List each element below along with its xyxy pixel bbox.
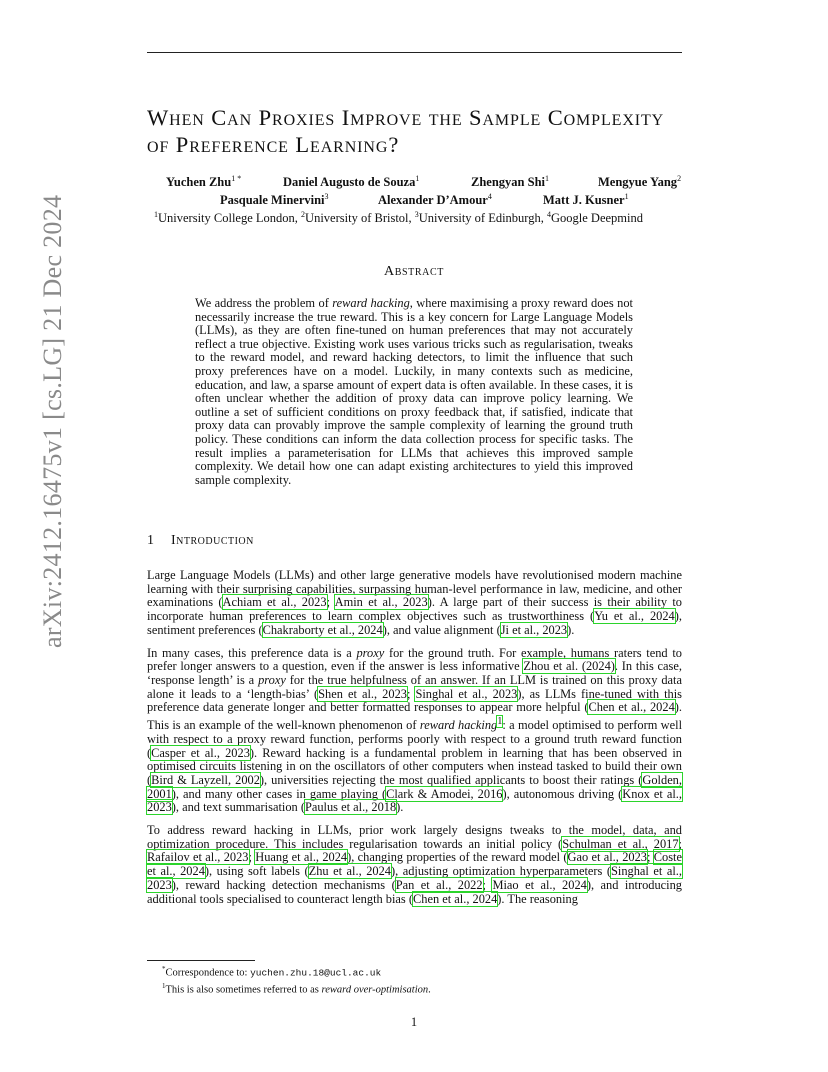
footnotes	[162, 963, 431, 997]
citation-link[interactable]: Schulman et al., 2017	[562, 836, 679, 851]
citation-link[interactable]: Yu et al., 2024	[594, 609, 675, 624]
footnote: $^1$This is also sometimes referred to as reward over-optimisation.	[162, 982, 431, 996]
citation-link[interactable]: Golden, 2001	[147, 772, 682, 801]
citation-link[interactable]: Coste et al., 2024	[147, 850, 682, 879]
paper-title: When Can Proxies Improve the Sample Complexity of Preference Learning?	[147, 105, 665, 157]
citation-link[interactable]: Casper et al., 2023	[151, 745, 250, 760]
author: Matt J. Kusner$^1$	[543, 192, 629, 208]
citation-link[interactable]: Miao et al., 2024	[492, 877, 587, 892]
author: Yuchen Zhu$^{1 *}$	[166, 174, 242, 190]
citation-link[interactable]: Rafailov et al., 2023	[147, 850, 249, 865]
paragraph: Large Language Models (LLMs) and other large generative models have revolutionised modern machine learning with their surprising capabilities, surpassing human-level performance in law, medicine, and other examinations (Achiam et al., 2023; Amin et al., 2023). A large part of their success is their ability to incorporate human preferences to learn complex objectives such as trustworthiness (Yu et al., 2024), sentiment preferences (Chakraborty et al., 2024), and value alignment (Ji et al., 2023).	[147, 568, 682, 637]
author: Mengyue Yang$^2$	[598, 174, 682, 190]
affiliations: $^1$University College London, $^2$University of Bristol, $^3$University of Edinburgh, $^4$Google Deepmind	[154, 210, 643, 226]
footnote-link[interactable]: 1	[497, 716, 503, 728]
citation-link[interactable]: Singhal et al., 2023	[147, 864, 682, 892]
author: Zhengyan Shi$^1$	[471, 174, 549, 190]
footnote-rule	[147, 960, 255, 961]
page-number: 1	[410, 1015, 418, 1029]
citation-link[interactable]: Chen et al., 2024	[412, 891, 498, 906]
citation-link[interactable]: Paulus et al., 2018	[304, 800, 397, 815]
citation-link[interactable]: Gao et al., 2023	[567, 850, 647, 865]
introduction-body	[147, 569, 682, 915]
section-heading: 1 Introduction	[147, 533, 254, 548]
abstract-body: We address the problem of reward hacking, where maximising a proxy reward does not necessarily increase the true reward. This is a key concern for Large Language Models (LLMs), as they are often fine-tuned on human preferences that may not accurately reflect a true objective. Existing work uses various tricks such as regularisation, tweaks to the reward model, and reward hacking detectors, to limit the influence that such proxy preferences have on a model. Luckily, in many contexts such as medicine, education, and law, a sparse amount of expert data is often available. In these cases, it is often unclear whether the addition of proxy data can improve policy learning. We outline a set of sufficient conditions on proxy feedback that, if satisfied, indicate that proxy data can provably improve the sample complexity of learning the ground truth policy. These conditions can inform the data collection process for specific tasks. The result implies a parameterisation for LLMs that achieves this improved sample complexity. We detail how one can adapt existing architectures to yield this improved sample complexity.	[195, 296, 633, 487]
author: Alexander D’Amour$^4$	[378, 192, 492, 208]
citation-link[interactable]: Singhal et al., 2023	[415, 686, 518, 701]
author: Daniel Augusto de Souza$^1$	[283, 174, 420, 190]
citation-link[interactable]: Achiam et al., 2023	[222, 595, 327, 610]
paragraph: To address reward hacking in LLMs, prior work largely designs tweaks to the model, data, and optimization procedure. This includes regularisation towards an initial policy (Schulman et al., 2017; Rafailov et al., 2023; Huang et al., 2024), changing properties of the reward model (Gao et al., 2023; Coste et al., 2024), using soft labels (Zhu et al., 2024), adjusting optimization hyperparameters (Singhal et al., 2023), reward hacking detection mechanisms (Pan et al., 2022; Miao et al., 2024), and introducing additional tools specialised to counteract length bias (Chen et al., 2024). The reasoning	[147, 823, 682, 906]
paragraph: In many cases, this preference data is a proxy for the ground truth. For example, humans raters tend to prefer longer answers to a question, even if the answer is less informative Zhou et al. (2024). In this case, ‘response length’ is a proxy for the true helpfulness of an answer. If an LLM is trained on this proxy data alone it leads to a ‘length-bias’ (Shen et al., 2023; Singhal et al., 2023), as LLMs fine-tuned with this preference data generate longer and better formatted responses to appear more helpful (Chen et al., 2024). This is an example of the well-known phenomenon of reward hacking$^1$: a model optimised to perform well with respect to a proxy reward function, performs poorly with respect to a ground truth reward function (Casper et al., 2023). Reward hacking is a fundamental problem in learning that has been observed in optimised circuits listening in on the oscillators of other computers when instead tasked to build their own (Bird & Layzell, 2002), universities rejecting the most qualified applicants to boost their ratings (Golden, 2001), and many other cases in game playing (Clark & Amodei, 2016), autonomous driving (Knox et al., 2023), and text summarisation (Paulus et al., 2018).	[147, 645, 683, 815]
top-rule	[147, 52, 682, 53]
citation-link[interactable]: Pan et al., 2022	[395, 877, 483, 892]
footnote: *Correspondence to: yuchen.zhu.18@ucl.ac.uk	[162, 965, 382, 979]
citation-link[interactable]: Zhou et al. (2024)	[523, 659, 615, 674]
citation-link[interactable]: Ji et al., 2023	[500, 622, 568, 637]
citation-link[interactable]: Shen et al., 2023	[318, 686, 407, 701]
arxiv-identifier: arXiv:2412.16475v1 [cs.LG] 21 Dec 2024	[38, 194, 67, 648]
citation-link[interactable]: Chakraborty et al., 2024	[262, 622, 383, 637]
citation-link[interactable]: Huang et al., 2024	[255, 850, 348, 865]
citation-link[interactable]: Amin et al., 2023	[334, 595, 428, 610]
author: Pasquale Minervini$^3$	[220, 192, 329, 208]
citation-link[interactable]: Clark & Amodei, 2016	[386, 786, 503, 801]
abstract-heading: Abstract	[384, 264, 444, 279]
citation-link[interactable]: Knox et al., 2023	[147, 786, 682, 815]
citation-link[interactable]: Zhu et al., 2024	[308, 864, 391, 879]
citation-link[interactable]: Bird & Layzell, 2002	[151, 772, 260, 787]
email-link[interactable]: yuchen.zhu.18@ucl.ac.uk	[250, 967, 382, 979]
citation-link[interactable]: Chen et al., 2024	[588, 700, 675, 715]
